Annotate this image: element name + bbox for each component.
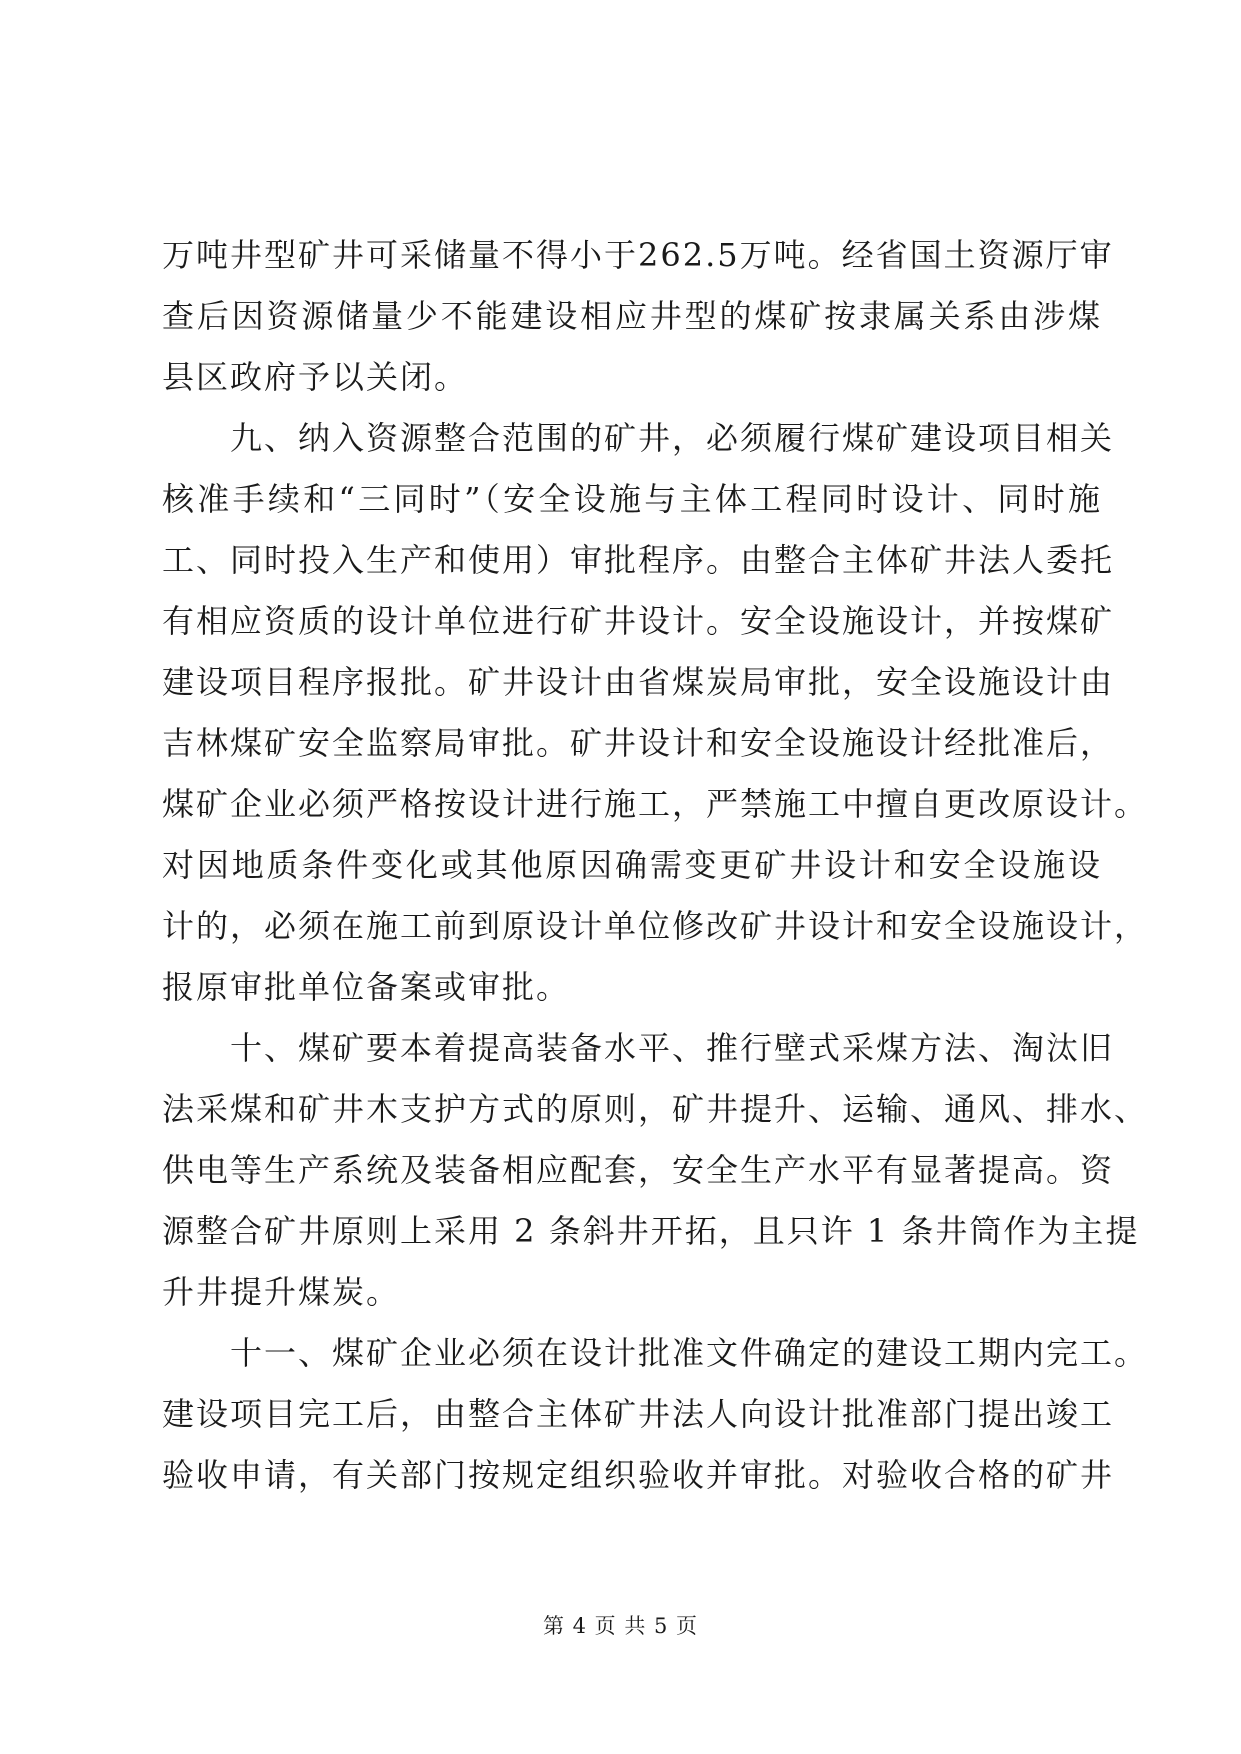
text-line: 工、同时投入生产和使用）审批程序。由整合主体矿井法人委托 — [162, 541, 1115, 579]
text-line: 吉林煤矿安全监察局审批。矿井设计和安全设施设计经批准后， — [162, 724, 1115, 762]
text-line: 十、煤矿要本着提高装备水平、推行壁式采煤方法、淘汰旧 — [230, 1029, 1115, 1067]
text-line: 源整合矿井原则上采用 2 条斜井开拓，且只许 1 条井筒作为主提 — [162, 1212, 1140, 1250]
text-line: 十一、煤矿企业必须在设计批准文件确定的建设工期内完工。 — [230, 1334, 1149, 1372]
text-line: 供电等生产系统及装备相应配套，安全生产水平有显著提高。资 — [162, 1151, 1115, 1189]
text-line: 升井提升煤炭。 — [162, 1273, 401, 1311]
text-line: 九、纳入资源整合范围的矿井，必须履行煤矿建设项目相关 — [230, 419, 1115, 457]
text-line: 法采煤和矿井木支护方式的原则，矿井提升、运输、通风、排水、 — [162, 1090, 1149, 1128]
text-line: 核准手续和“三同时”（安全设施与主体工程同时设计、同时施 — [162, 480, 1102, 518]
page-footer: 第 4 页 共 5 页 — [542, 1614, 699, 1638]
text-line: 建设项目程序报批。矿井设计由省煤炭局审批，安全设施设计由 — [162, 663, 1115, 701]
text-line: 查后因资源储量少不能建设相应井型的煤矿按隶属关系由涉煤 — [162, 297, 1102, 335]
text-line: 验收申请，有关部门按规定组织验收并审批。对验收合格的矿井 — [162, 1456, 1115, 1494]
text-line: 煤矿企业必须严格按设计进行施工，严禁施工中擅自更改原设计。 — [162, 785, 1149, 823]
body-text — [162, 225, 1149, 1506]
text-line: 有相应资质的设计单位进行矿井设计。安全设施设计，并按煤矿 — [162, 602, 1115, 640]
text-line: 对因地质条件变化或其他原因确需变更矿井设计和安全设施设 — [162, 846, 1102, 884]
text-line: 报原审批单位备案或审批。 — [162, 968, 571, 1006]
text-line: 县区政府予以关闭。 — [162, 358, 469, 396]
text-line: 建设项目完工后，由整合主体矿井法人向设计批准部门提出竣工 — [162, 1395, 1115, 1433]
text-line: 万吨井型矿井可采储量不得小于262.5万吨。经省国土资源厅审 — [162, 236, 1114, 274]
text-line: 计的，必须在施工前到原设计单位修改矿井设计和安全设施设计， — [162, 907, 1149, 945]
